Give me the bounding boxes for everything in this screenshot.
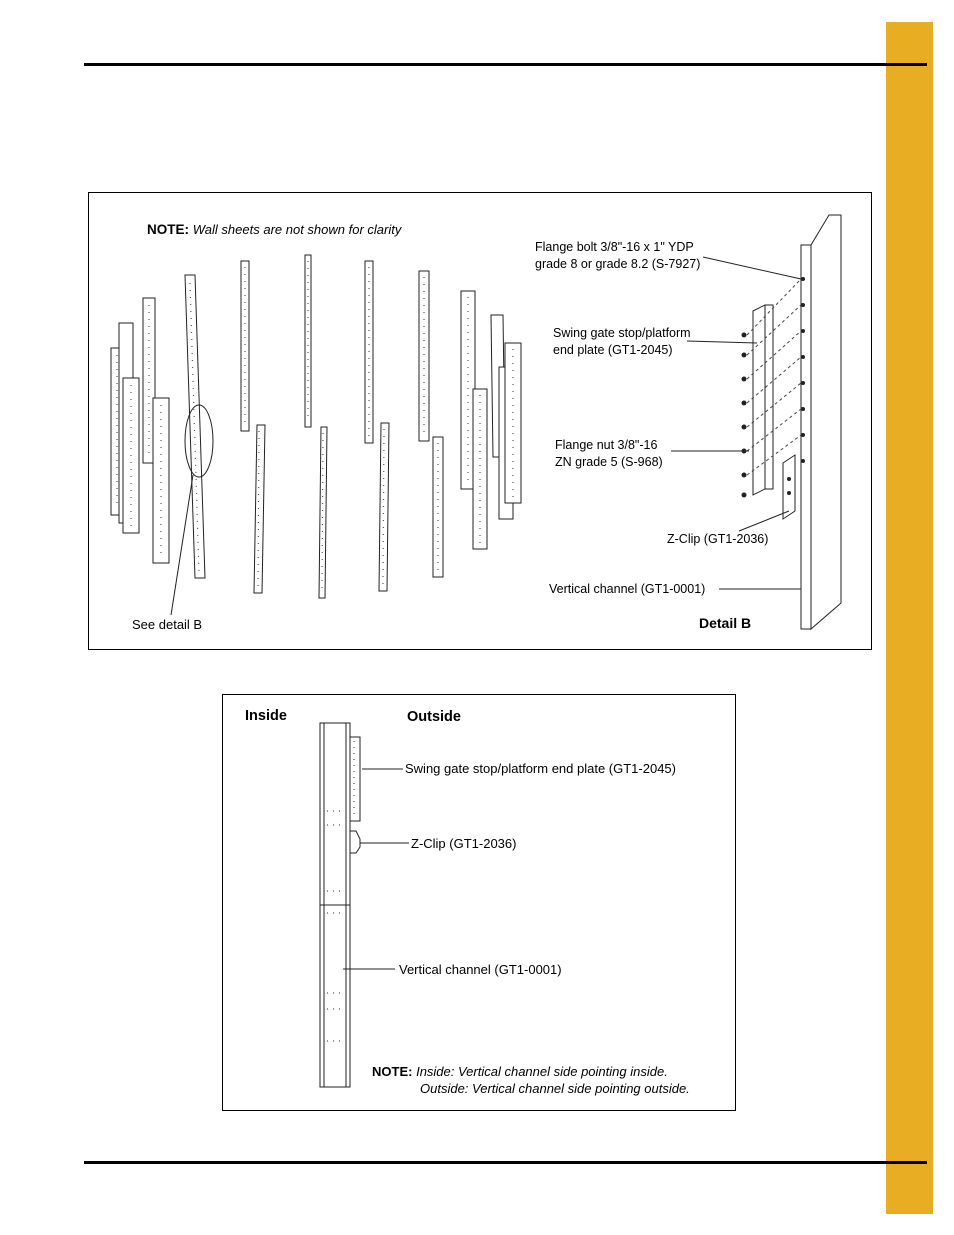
flange-bolt-callout: Flange bolt 3/8"-16 x 1" YDP grade 8 or grade 8.2 (S-7927) <box>535 240 701 271</box>
figure-inside-outside <box>222 694 736 1111</box>
outside-label: Outside <box>407 709 461 725</box>
see-detail-label: See detail B <box>132 617 203 632</box>
swing-gate-callout-2: Swing gate stop/platform end plate (GT1-2045) <box>405 761 676 776</box>
note-line-2: Outside: Vertical channel side pointing outside. <box>420 1081 690 1096</box>
channel-assembly-drawing <box>89 193 871 649</box>
z-clip-callout-2: Z-Clip (GT1-2036) <box>411 836 517 851</box>
swing-gate-callout: Swing gate stop/platform end plate (GT1-2045) <box>553 326 691 357</box>
detail-b-title: Detail B <box>699 615 752 631</box>
note-text: Wall sheets are not shown for clarity <box>192 222 402 237</box>
note-block <box>372 1063 668 1080</box>
z-clip-callout: Z-Clip (GT1-2036) <box>667 532 769 546</box>
flange-nut-callout: Flange nut 3/8"-16 ZN grade 5 (S-968) <box>555 438 663 469</box>
header-rule <box>84 63 927 66</box>
footer-rule <box>84 1161 927 1164</box>
vertical-channel-callout: Vertical channel (GT1-0001) <box>549 582 706 596</box>
note-label-2: NOTE: <box>372 1064 413 1079</box>
vertical-channel-callout-2: Vertical channel (GT1-0001) <box>399 962 562 977</box>
note-label: NOTE: <box>147 222 189 237</box>
inside-label: Inside <box>245 708 287 724</box>
note-line-1: Inside: Vertical channel side pointing inside. <box>416 1064 668 1079</box>
section-tab <box>886 22 933 1214</box>
vertical-channel-drawing <box>223 695 735 1110</box>
figure-exploded-channels <box>88 192 872 650</box>
